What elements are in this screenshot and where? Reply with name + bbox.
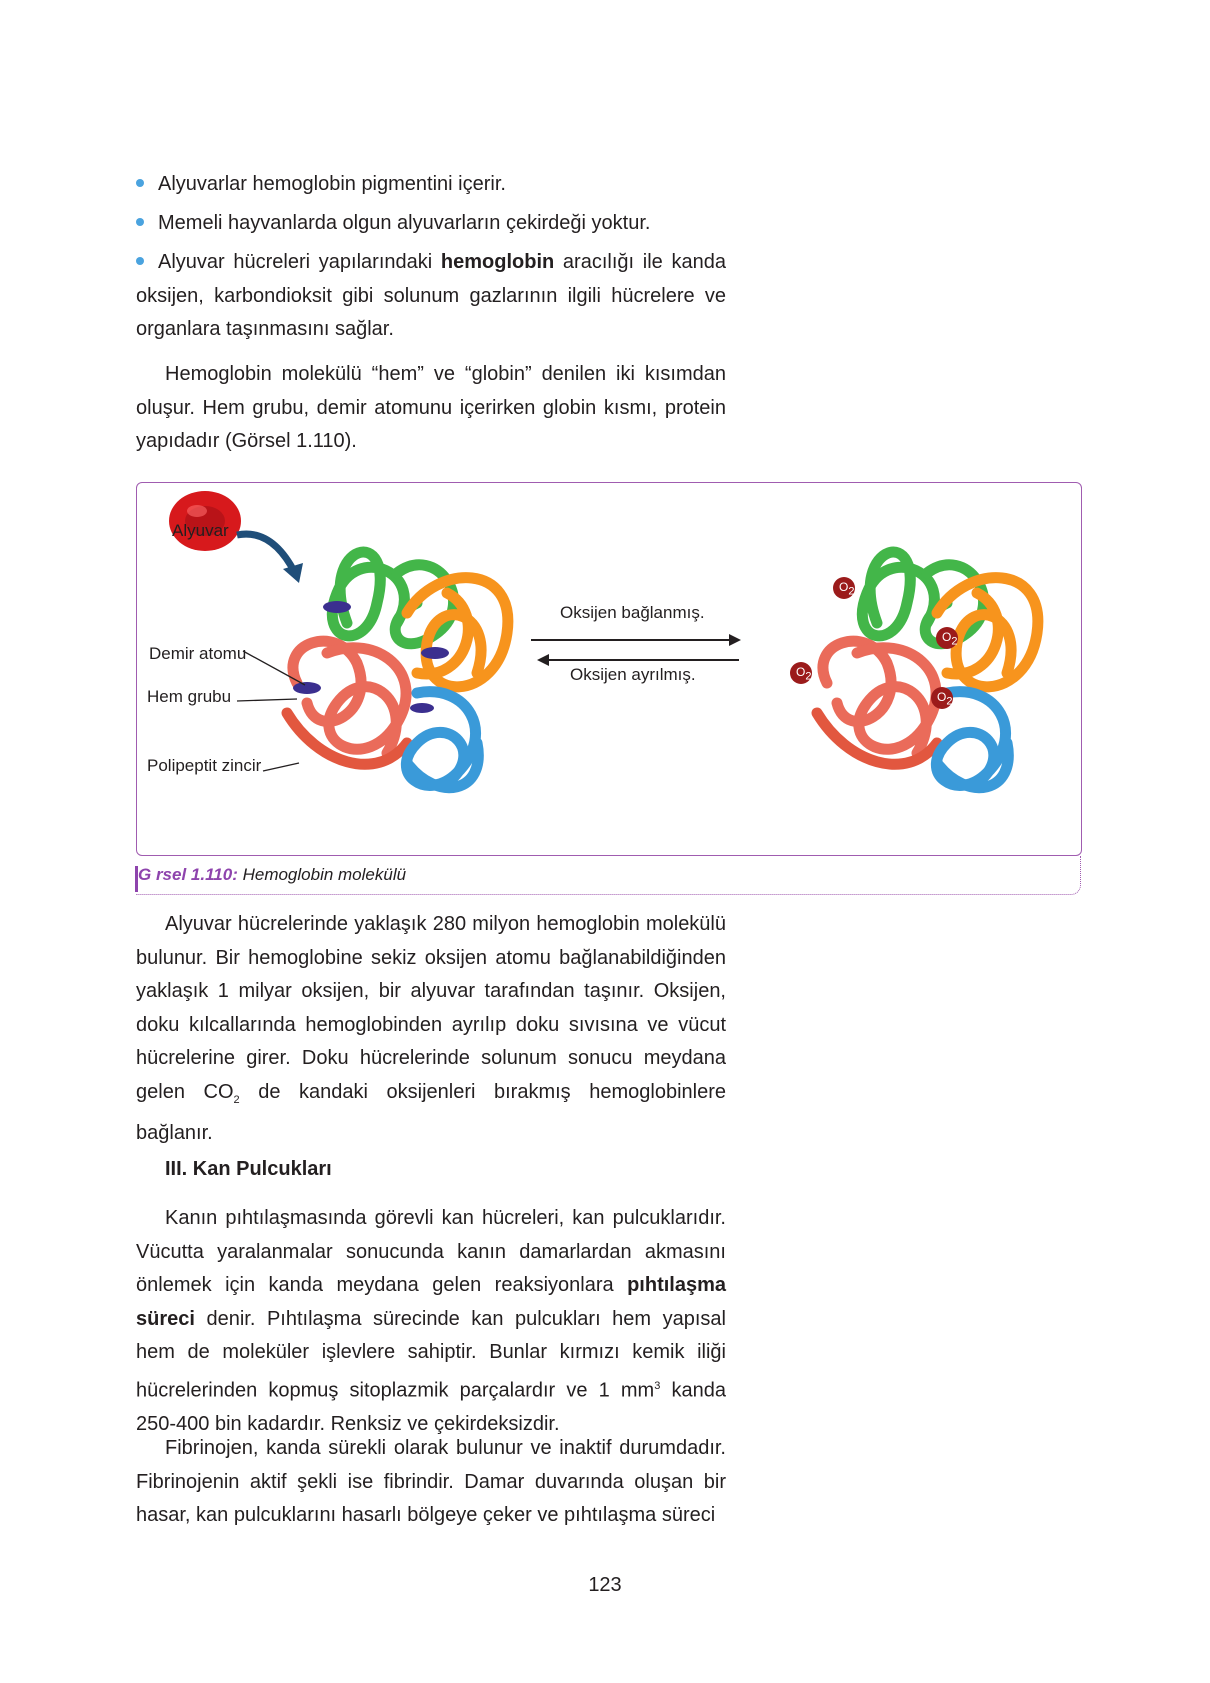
heme-group-icon [323, 601, 351, 613]
bullet-text: Alyuvarlar hemoglobin pigmentini içerir. [158, 173, 506, 195]
caption-text: Hemoglobin molekülü [237, 865, 407, 884]
hemoglobin-deoxy-icon [287, 552, 508, 788]
section-heading: III. Kan Pulcukları [165, 1158, 332, 1180]
paragraph-text: denir. Pıhtılaşma sürecinde kan pulcukları hem yapısal hem de moleküler işlevlere sahiptir. Bunlar kırmızı kemik iliği hücrelerinden kopmuş sitoplazmik parçalardır ve 1 mm [136, 1307, 726, 1402]
bullet-item [136, 246, 726, 347]
caption-bar [135, 866, 138, 892]
paragraph-text: Alyuvar hücrelerinde yaklaşık 280 milyon hemoglobin molekülü bulunur. Bir hemoglobine sekiz oksijen atomu bağlanabildiğinden yaklaşık 1 milyar oksijen, bir alyuvar tarafından taşınır. Oksijen, doku kılcallarında hemoglobinden ayrılıp doku sıvısına ve vücut hücrelerine girer. Doku hücrelerinde solunum sonucu meydana gelen CO [136, 913, 726, 1103]
o2-label: $O_2$ [839, 580, 855, 598]
paragraph [136, 1432, 726, 1533]
subscript: 2 [233, 1093, 240, 1106]
heme-group-icon [421, 647, 449, 659]
curved-arrow-icon [237, 534, 295, 573]
label-oxygen-released: Oksijen ayrılmış. [570, 665, 696, 684]
bullet-item [136, 207, 726, 241]
bullet-text: Alyuvar hücreleri yapılarındaki [158, 251, 441, 273]
heme-group-icon [410, 703, 434, 713]
o2-label: $O_2$ [942, 630, 958, 648]
bold-term: pıhtılaşma süreci [136, 1274, 726, 1330]
superscript: 3 [654, 1379, 661, 1392]
figure-box [136, 482, 1082, 856]
bullet-dot [136, 257, 144, 265]
paragraph [136, 358, 726, 459]
paragraph [136, 1202, 726, 1441]
bullet-item [136, 168, 726, 202]
paragraph [136, 908, 726, 1151]
paragraph-text: Hemoglobin molekülü “hem” ve “globin” denilen iki kısımdan oluşur. Hem grubu, demir atomunu içerirken globin kısmı, protein yapıdadır (Görsel 1.110). [136, 363, 726, 452]
label-alyuvar: Alyuvar [172, 521, 229, 540]
paragraph-text: de kandaki oksijenleri bırakmış hemoglobinlere bağlanır. [136, 1080, 726, 1144]
paragraph-text: Kanın pıhtılaşmasında görevli kan hücreleri, kan pulcuklarıdır. Vücutta yaralanmalar sonucunda kanın damarlardan akmasını önlemek için kanda meydana gelen reaksiyonlara [136, 1207, 726, 1296]
bullet-text: Memeli hayvanlarda olgun alyuvarların çekirdeği yoktur. [158, 212, 651, 234]
label-demir-atomu: Demir atomu [149, 644, 247, 663]
label-polipeptit-zincir: Polipeptit zincir [147, 756, 262, 775]
figure-caption [136, 856, 1081, 895]
page-number: 123 [588, 1574, 622, 1596]
bullet-dot [136, 179, 144, 187]
label-hem-grubu: Hem grubu [147, 687, 232, 706]
o2-label: $O_2$ [796, 665, 812, 683]
bullet-text: aracılığı ile kanda oksijen, karbondioksit gibi solunum gazlarının ilgili hücrelere ve organlara taşınmasını sağlar. [136, 251, 726, 340]
bold-term: hemoglobin [440, 251, 555, 273]
paragraph-text: kanda 250-400 bin kadardır. Renksiz ve çekirdeksizdir. [136, 1379, 726, 1435]
paragraph-text: Fibrinojen, kanda sürekli olarak bulunur ve inaktif durumdadır. Fibrinojenin aktif şekli ise fibrindir. Damar duvarında oluşan bir hasar, kan pulcuklarını hasarlı bölgeye çeker ve pıhtılaşma süreci [136, 1437, 726, 1526]
bullet-dot [136, 218, 144, 226]
o2-label: $O_2$ [937, 690, 953, 708]
label-oxygen-bound: Oksijen bağlanmış. [560, 603, 705, 622]
caption-number: G rsel 1.110: [138, 865, 238, 884]
heme-group-icon [293, 682, 321, 694]
